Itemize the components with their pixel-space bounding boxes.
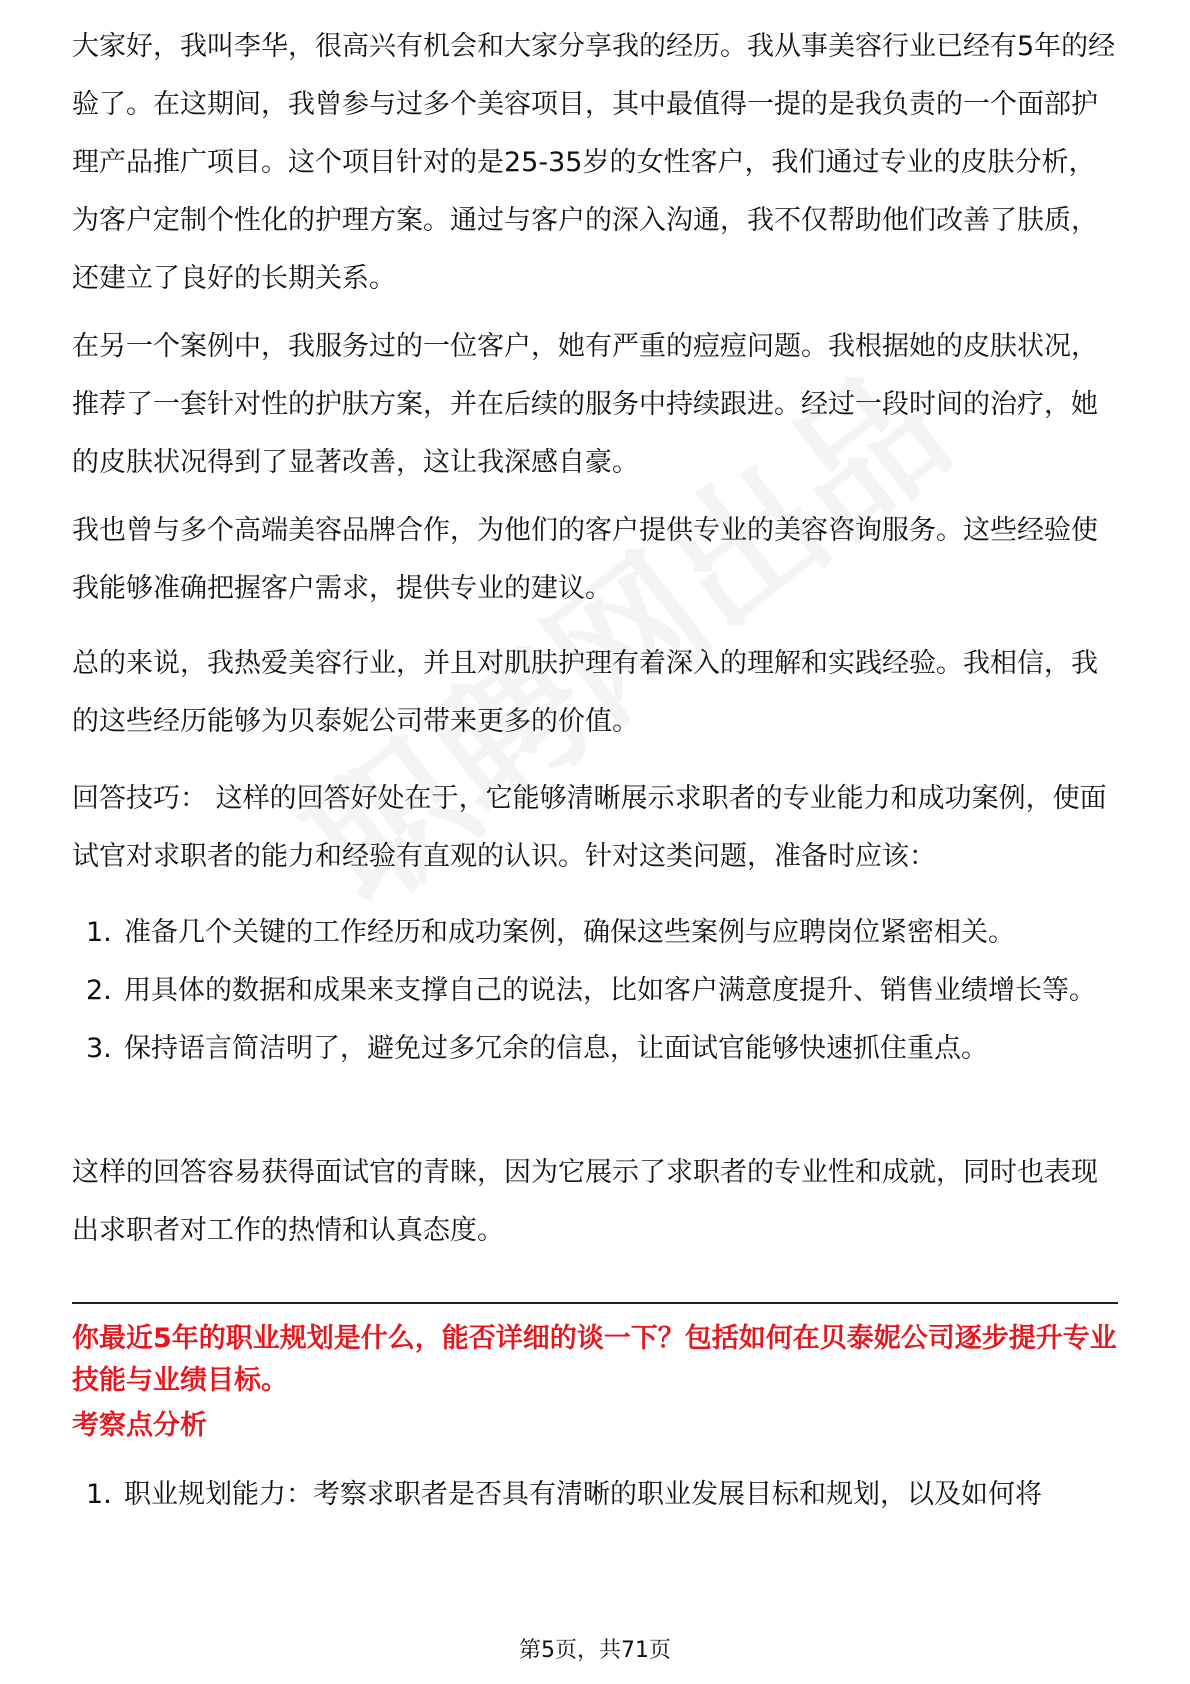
- list-text: 保持语言简洁明了，避免过多冗余的信息，让面试官能够快速抓住重点。: [124, 1033, 988, 1064]
- list-item: [72, 904, 1118, 962]
- page-footer: 第5页，共71页: [519, 1638, 671, 1663]
- analysis-heading: 考察点分析: [72, 1410, 207, 1441]
- list-number: 1.: [86, 1479, 112, 1510]
- paragraph-summary: 总的来说，我热爱美容行业，并且对肌肤护理有着深入的理解和实践经验。我相信，我的这些经历能够为贝泰妮公司带来更多的价值。: [72, 648, 1098, 737]
- section-divider: [72, 1302, 1118, 1304]
- list-item: [72, 1020, 1118, 1078]
- list-text: 用具体的数据和成果来支撑自己的说法，比如客户满意度提升、销售业绩增长等。: [124, 975, 1096, 1006]
- list-number: 1.: [86, 917, 112, 948]
- paragraph-brand-cooperation: 我也曾与多个高端美容品牌合作，为他们的客户提供专业的美容咨询服务。这些经验使我能够准确把握客户需求，提供专业的建议。: [72, 515, 1098, 604]
- list-item: [72, 962, 1118, 1020]
- list-item: [72, 1466, 1118, 1524]
- list-text: 职业规划能力：考察求职者是否具有清晰的职业发展目标和规划，以及如何将: [124, 1479, 1042, 1510]
- interview-question: 你最近5年的职业规划是什么，能否详细的谈一下？包括如何在贝泰妮公司逐步提升专业技能与业绩目标。: [72, 1323, 1117, 1396]
- paragraph-acne-case: 在另一个案例中，我服务过的一位客户，她有严重的痘痘问题。我根据她的皮肤状况，推荐了一套针对性的护肤方案，并在后续的服务中持续跟进。经过一段时间的治疗，她的皮肤状况得到了显著改善，这让我深感自豪。: [72, 331, 1098, 478]
- paragraph-answer-tips: 回答技巧： 这样的回答好处在于，它能够清晰展示求职者的专业能力和成功案例，使面试官对求职者的能力和经验有直观的认识。针对这类问题，准备时应该：: [72, 783, 1107, 872]
- analysis-list: [72, 1466, 1118, 1524]
- paragraph-conclusion: 这样的回答容易获得面试官的青睐，因为它展示了求职者的专业性和成就，同时也表现出求职者对工作的热情和认真态度。: [72, 1157, 1098, 1246]
- tips-list: [72, 904, 1118, 1078]
- list-number: 3.: [86, 1033, 112, 1064]
- list-number: 2.: [86, 975, 112, 1006]
- paragraph-experience: 大家好，我叫李华，很高兴有机会和大家分享我的经历。我从事美容行业已经有5年的经验了。在这期间，我曾参与过多个美容项目，其中最值得一提的是我负责的一个面部护理产品推广项目。这个项目针对的是25-35岁的女性客户，我们通过专业的皮肤分析，为客户定制个性化的护理方案。通过与客户的深入沟通，我不仅帮助他们改善了肤质，还建立了良好的长期关系。: [72, 31, 1116, 294]
- list-text: 准备几个关键的工作经历和成功案例，确保这些案例与应聘岗位紧密相关。: [124, 917, 1015, 948]
